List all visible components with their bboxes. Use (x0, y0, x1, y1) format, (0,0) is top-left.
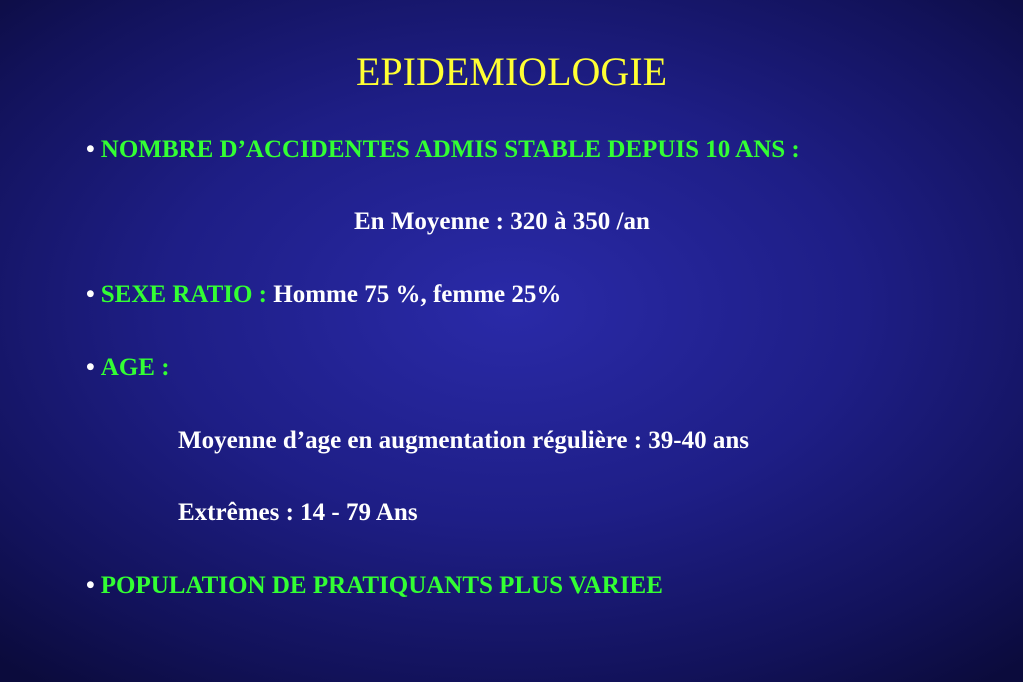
bullet-item-population (86, 570, 663, 602)
accidents-label: NOMBRE D’ACCIDENTES ADMIS STABLE DEPUIS 10 ANS : (100, 136, 800, 163)
age-label: AGE : (100, 354, 170, 381)
bullet-item-age (86, 352, 170, 384)
bullet-icon: • (86, 354, 95, 381)
accidents-average: En Moyenne : 320 à 350 /an (354, 208, 650, 235)
bullet-icon: • (86, 572, 95, 599)
slide-title: EPIDEMIOLOGIE (355, 49, 668, 94)
age-average: Moyenne d’age en augmentation régulière : 39-40 ans (178, 427, 750, 454)
sex-ratio-value: Homme 75 %, femme 25% (273, 281, 562, 308)
bullet-icon: • (86, 136, 95, 163)
bullet-icon: • (86, 281, 95, 308)
bullet-item-sex-ratio (86, 279, 561, 311)
bullet-item-accidents (86, 134, 800, 166)
sex-ratio-label: SEXE RATIO : (100, 281, 268, 308)
population-label: POPULATION DE PRATIQUANTS PLUS VARIEE (100, 572, 663, 599)
age-extremes: Extrêmes : 14 - 79 Ans (178, 499, 418, 526)
